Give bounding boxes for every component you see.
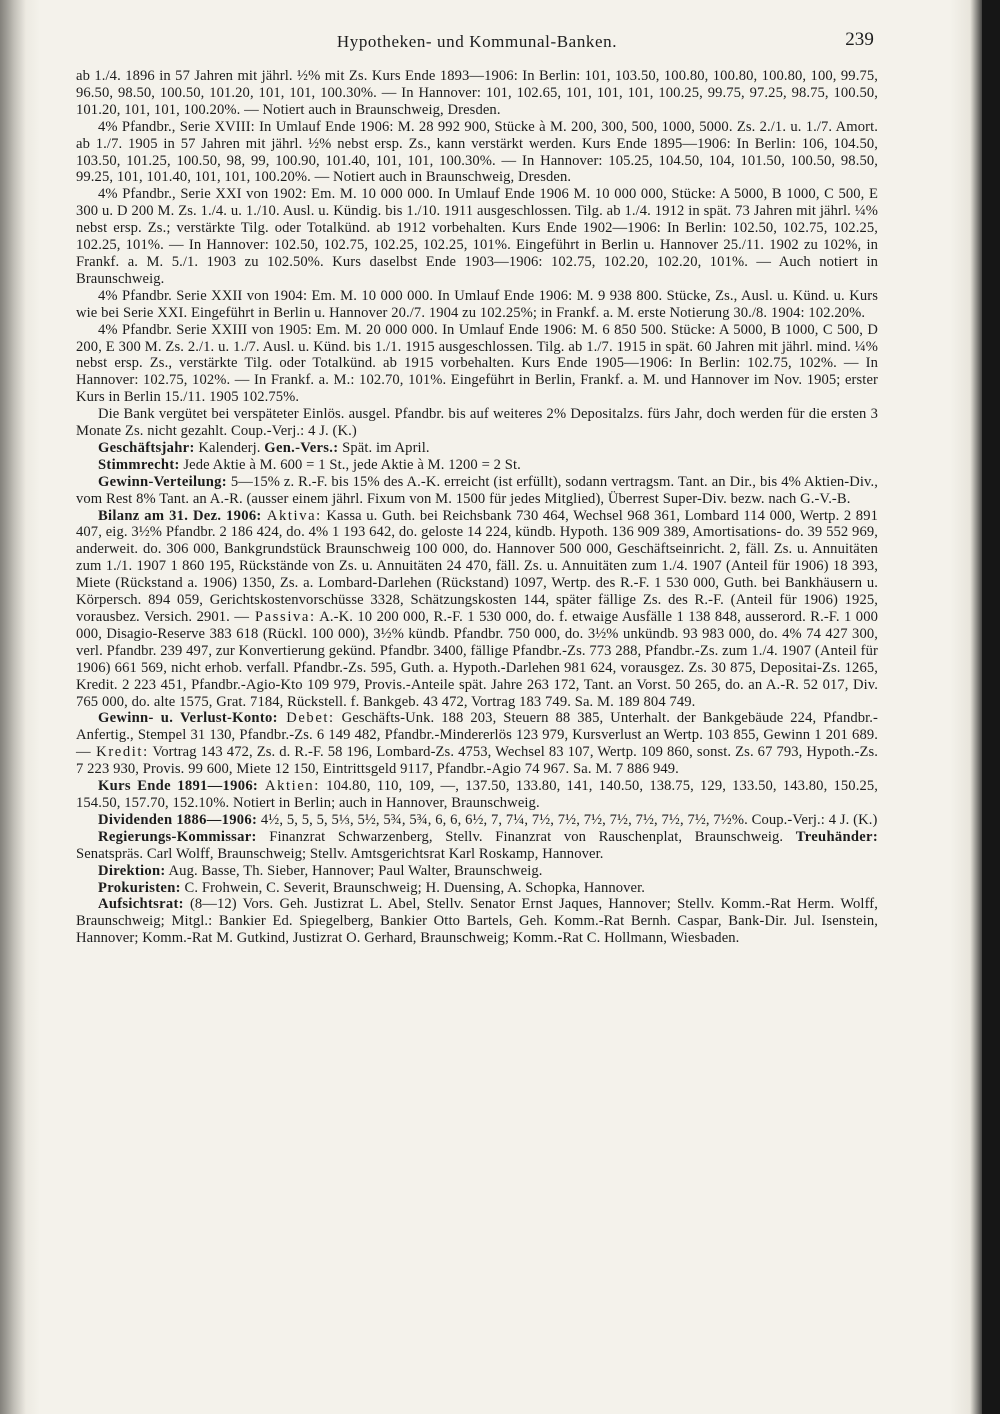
- page-header: [76, 30, 878, 58]
- paragraph-text: Kassa u. Guth. bei Reichsbank 730 464, Wechsel 968 361, Lombard 114 000, Wertp. 2 891 407, eig. 3½% Pfandbr. 2 186 424, do. 4% 1 193 642, do. geloste 14 224, kündb. Hypoth. 136 909 389, Amortisations- do. 39 552 969, anderweit. do. 306 000, Bankgrundstück Braunschweig 100 000, do. Hannover 500 000, Geschäftseinricht. 2, fäll. Zs. u. Annuitäten zum 1./1. 1907 1 860 195, Rückstände von Zs. u. Annuitäten 24 470, fäll. Zs. u. Annuitäten zum 1./4. 1907 (Anteil für 1906) 18 393, Miete (Rückstand a. 1906) 1350, Zs. a. Lombard-Darlehen (Rückstand) 1097, Wertp. des R.-F. 1 530 000, Guth. bei Bankhäusern u. Körpersch. 894 059, Gerichtskostenvorschüsse 3328, Schätzungskosten 144, später fällige Zs. des R.-F. (Anteil für 1906) 1925, vorausbez. Versich. 2901. —: [76, 507, 879, 625]
- paragraph-text: 4% Pfandbr., Serie XVIII: In Umlauf Ende 1906: M. 28 992 900, Stücke à M. 200, 300, 500, 1000, 5000. Zs. 2./1. u. 1./7. Amort. ab 1./7. 1905 in 57 Jahren mit jährl. ½% nebst ersp. Zs., kann verstärkt werden. Kurs Ende 1895—1906: In Berlin: 106, 104.50, 103.50, 101.25, 100.50, 98, 99, 100.90, 101.40, 101, 101, 100.30%. — In Hannover: 105.25, 104.50, 104, 101.50, 100.50, 98.50, 99.25, 101, 101.40, 101, 101, 100.20%. — Notiert auch in Braunschweig, Dresden.: [76, 118, 878, 186]
- paragraph: [76, 119, 878, 187]
- paragraph-text: 4% Pfandbr. Serie XXII von 1904: Em. M. 10 000 000. In Umlauf Ende 1906: M. 9 938 800. Stücke, Zs., Ausl. u. Künd. u. Kurs wie bei Serie XXI. Eingeführt in Berlin u. Hannover 20./7. 1904 zu 102.25%; in Frankf. a. M. erste Notierung 30./8. 1904: 102.20%.: [76, 287, 878, 321]
- section-heading: Stimmrecht:: [98, 456, 180, 473]
- paragraph: [76, 812, 878, 829]
- paragraph: [76, 508, 878, 711]
- section-heading: Direktion:: [98, 862, 166, 879]
- spaced-label: Debet:: [277, 710, 335, 727]
- section-heading: Bilanz am 31. Dez. 1906:: [98, 507, 262, 524]
- paragraph-text: ab 1./4. 1896 in 57 Jahren mit jährl. ½% mit Zs. Kurs Ende 1893—1906: In Berlin: 101, 103.50, 100.80, 100.80, 100.80, 100, 99.75, 96.50, 98.50, 100.50, 101.20, 101, 101, 100.30%. — In Hannover: 101, 102.65, 101, 101, 101, 100.25, 99.75, 97.25, 98.75, 100.50, 101.20, 101, 101, 100.20%. — Notiert auch in Braunschweig, Dresden.: [76, 68, 878, 118]
- paragraph: [76, 322, 878, 407]
- paragraph-text: Geschäfts-Unk. 188 203, Steuern 88 385, Unterhalt. der Bankgebäude 224, Pfandbr.-Anfertig., Stempel 31 130, Pfandbr.-Zs. 6 149 482, Pfandbr.-Mindererlös 123 979, Kursverlust an Wertp. 103 855, Gewinn 1 201 689. —: [76, 710, 878, 761]
- paragraph: [76, 440, 878, 457]
- paragraph: [76, 68, 878, 119]
- paragraph: [76, 186, 878, 287]
- paragraph: [76, 288, 878, 322]
- paragraph-text: 104.80, 110, 109, —, 137.50, 133.80, 141, 140.50, 138.75, 129, 133.50, 143.80, 150.25, 154.50, 157.70, 152.10%. Notiert in Berlin; auch in Hannover, Braunschweig.: [76, 778, 878, 811]
- paragraph-text: 4% Pfandbr. Serie XXIII von 1905: Em. M. 20 000 000. In Umlauf Ende 1906: M. 6 850 500. Stücke: A 5000, B 1000, C 500, D 200, E 300 M. Zs. 2./1. u. 1./7. Ausl. u. Künd. bis 1./1. 1915 ausgeschlossen. Tilg. ab 1./7. 1915 in spät. 60 Jahren mit jährl. mind. ¼% nebst ersp. Zs., verstärkte Tilg. oder Totalkünd. ab 1915 vorbehalten. Kurs Ende 1905—1906: In Berlin: 102.75, 102%. — In Hannover: 102.75, 102%. — In Frankf. a. M.: 102.70, 101%. Eingeführt in Berlin, Frankf. a. M. und Hannover im Nov. 1905; erster Kurs in Berlin 15./11. 1905 102.75%.: [76, 321, 878, 406]
- paragraph-text: Die Bank vergütet bei verspäteter Einlös. ausgel. Pfandbr. bis auf weiteres 2% Depositalzs. fürs Jahr, doch werden für die ersten 3 Monate Zs. nicht gezahlt. Coup.-Verj.: 4 J. (K.): [76, 406, 878, 440]
- paragraph-text: Vortrag 143 472, Zs. d. R.-F. 58 196, Lombard-Zs. 4753, Wechsel 83 107, Wertp. 109 860, sonst. Zs. 67 793, Hypoth.-Zs. 7 223 930, Provis. 99 600, Miete 12 150, Eintrittsgeld 9117, Pfandbr.-Agio 74 967. Sa. M. 7 886 949.: [76, 744, 878, 778]
- page-content: [76, 30, 878, 947]
- paragraph-text: 4½, 5, 5, 5, 5⅓, 5½, 5¾, 5¾, 6, 6, 6½, 7, 7¼, 7½, 7½, 7½, 7½, 7½, 7½, 7½, 7½%. Coup.-Verj.: 4 J. (K.): [257, 811, 878, 828]
- section-heading: Treuhänder:: [795, 828, 878, 845]
- paragraph: [76, 406, 878, 440]
- paragraph: [76, 457, 878, 474]
- paragraph-text: C. Frohwein, C. Severit, Braunschweig; H. Duensing, A. Schopka, Hannover.: [180, 879, 646, 896]
- section-heading: Regierungs-Kommissar:: [98, 828, 257, 845]
- spaced-label: Aktiva:: [261, 507, 322, 524]
- section-heading: Dividenden 1886—1906:: [98, 811, 258, 828]
- paragraph: [76, 880, 878, 897]
- page-number: 239: [845, 29, 874, 50]
- paragraph-text: 5—15% z. R.-F. bis 15% des A.-K. erreicht (ist erfüllt), sodann vertragsm. Tant. an Dir., bis 4% Aktien-Div., vom Rest 8% Tant. an A.-R. (ausser einem jährl. Fixum von M. 1500 für jedes Mitglied), Überrest Super-Div. bezw. nach G.-V.-B.: [76, 473, 878, 507]
- paragraph-text: 4% Pfandbr., Serie XXI von 1902: Em. M. 10 000 000. In Umlauf Ende 1906 M. 10 000 000, Stücke: A 5000, B 1000, C 500, E 300 u. D 200 M. Zs. 1./4. u. 1./10. Ausl. u. Kündig. bis 1./10. 1911 ausgeschlossen. Tilg. ab 1./4. 1912 in spät. 73 Jahren mit jährl. ¼% nebst ersp. Zs.; verstärkte Tilg. oder Totalkünd. ab 1912 vorbehalten. Kurs Ende 1902—1906: In Berlin: 102.50, 102.75, 102.25, 102.25, 101%. — In Hannover: 102.50, 102.75, 102.25, 102.25, 101%. Eingeführt in Berlin u. Hannover 25./11. 1902 zu 102%, in Frankf. a. M. 5./1. 1903 zu 102.50%. Kurs daselbst Ende 1903—1906: 102.75, 102.20, 102.20, 101%. — Auch notiert in Braunschweig.: [76, 186, 878, 287]
- spaced-label: Kredit:: [90, 744, 149, 761]
- spaced-label: Passiva:: [249, 609, 316, 625]
- paragraph-text: (8—12) Vors. Geh. Justizrat L. Abel, Stellv. Senator Ernst Jaques, Hannover; Stellv. Komm.-Rat Herm. Wolff, Braunschweig; Mitgl.: Bankier Ed. Spiegelberg, Bankier Otto Bartels, Geh. Komm.-Rat Bernh. Caspar, Bank-Dir. Jul. Isenstein, Hannover; Komm.-Rat M. Gutkind, Justizrat O. Gerhard, Braunschweig; Komm.-Rat C. Hollmann, Wiesbaden.: [76, 896, 878, 947]
- paragraph: [76, 710, 878, 778]
- paragraph: [76, 829, 878, 863]
- paragraph: [76, 474, 878, 508]
- paragraph-text: Senatspräs. Carl Wolff, Braunschweig; Stellv. Amtsgerichtsrat Karl Roskamp, Hannover.: [76, 845, 604, 862]
- section-heading: Prokuristen:: [98, 879, 181, 896]
- section-heading: Gewinn-Verteilung:: [98, 473, 227, 490]
- paragraph-text: Jede Aktie à M. 600 = 1 St., jede Aktie à M. 1200 = 2 St.: [179, 456, 521, 473]
- body-text: [76, 68, 878, 947]
- paragraph-text: Finanzrat Schwarzenberg, Stellv. Finanzrat von Rauschenplat, Braunschweig.: [256, 828, 796, 845]
- section-heading: Gen.-Vers.:: [264, 439, 339, 456]
- paragraph-text: Kalenderj.: [194, 439, 265, 456]
- section-heading: Aufsichtsrat:: [98, 896, 184, 913]
- spaced-label: Aktien:: [258, 778, 320, 795]
- paragraph-text: Spät. im April.: [338, 439, 430, 456]
- binding-shadow: [0, 0, 26, 1414]
- section-heading: Kurs Ende 1891—1906:: [98, 778, 259, 795]
- scan-edge: [982, 0, 1000, 1414]
- paragraph-text: Aug. Basse, Th. Sieber, Hannover; Paul Walter, Braunschweig.: [165, 862, 543, 879]
- paragraph: [76, 778, 878, 812]
- running-title: Hypotheken- und Kommunal-Banken.: [336, 32, 618, 51]
- section-heading: Geschäftsjahr:: [98, 439, 195, 456]
- paragraph: [76, 863, 878, 880]
- section-heading: Gewinn- u. Verlust-Konto:: [98, 710, 278, 727]
- paragraph-text: A.-K. 10 200 000, R.-F. 1 530 000, do. f. etwaige Ausfälle 1 138 848, ausserord. R.-F. 1 000 000, Disagio-Reserve 383 618 (Rückl. 100 000), 3½% kündb. Pfandbr. 750 000, do. 3½% unkündb. 93 983 000, do. 4% 74 427 300, verl. Pfandbr. 239 497, zur Konvertierung gekünd. Pfandbr. 3400, fällige Pfandbr.-Zs. 773 288, Pfandbr.-Zs. zum 1./4. 1907 (Anteil für 1906) 661 569, nicht erhob. verfall. Pfandbr.-Zs. 595, Guth. a. Hypoth.-Darlehen 981 624, vorausgez. Zs. 30 875, Depositai-Zs. 1265, Kredit. 2 223 451, Pfandbr.-Agio-Kto 109 979, Provis.-Anteile spät. Jahre 263 172, Tant. an Vorst. 50 265, do. an A.-R. 52 017, Div. 765 000, do. alte 1575, Grat. 7184, Rückstell. f. Bankgeb. 43 472, Vortrag 183 749. Sa. M. 189 804 749.: [76, 609, 878, 710]
- paragraph: [76, 896, 878, 947]
